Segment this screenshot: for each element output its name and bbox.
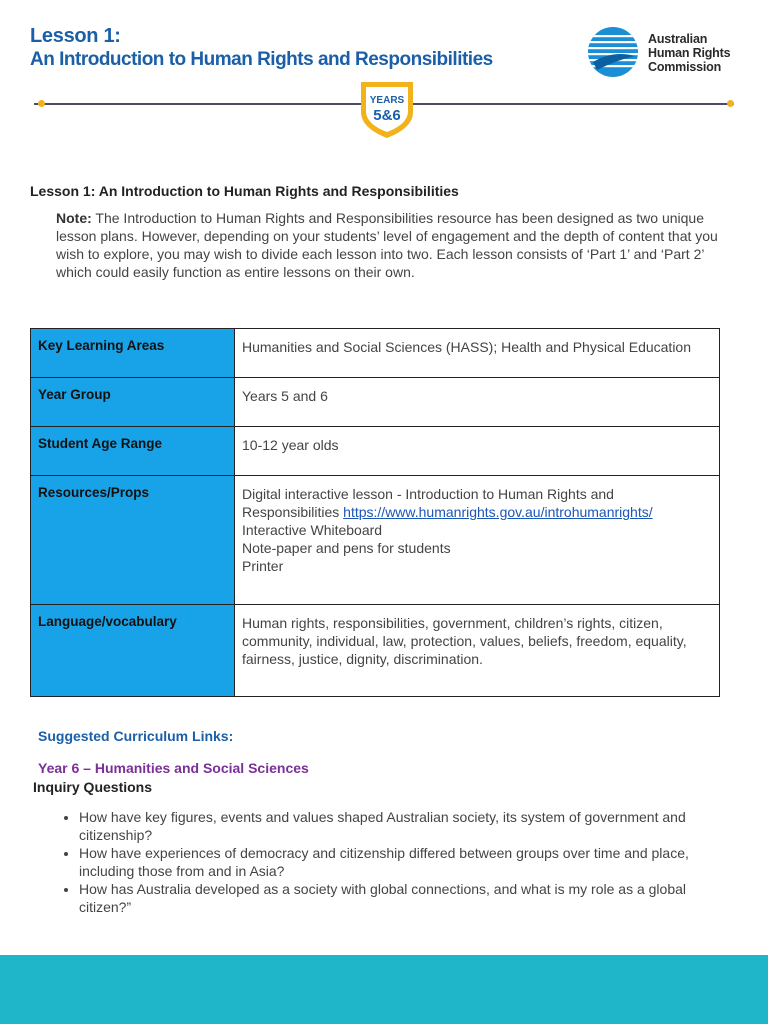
table-row — [31, 476, 720, 605]
lesson-title: An Introduction to Human Rights and Responsibilities — [30, 49, 493, 70]
list-item: • How has Australia developed as a society with global connections, and what is my role as a global citizen?” — [79, 880, 739, 916]
table-row — [31, 605, 720, 697]
page-header-title — [30, 24, 493, 72]
table-row — [31, 378, 720, 427]
table-value-cell: Human rights, responsibilities, government, children’s rights, citizen, community, individual, law, protection, values, beliefs, freedom, equality, fairness, justice, dignity, discrimination. — [235, 605, 720, 697]
divider-dot-left — [38, 100, 45, 107]
logo-wordmark: Australian Human Rights Commission — [648, 32, 731, 74]
years-badge — [356, 78, 418, 140]
year-subject-title: Year 6 – Humanities and Social Sciences — [38, 760, 309, 776]
ahrc-logo — [587, 26, 747, 82]
lesson-number: Lesson 1: — [30, 25, 121, 47]
list-item: • How have experiences of democracy and citizenship differed between groups over time and place, including those from and in Asia? — [79, 844, 739, 880]
table-value-cell: Humanities and Social Sciences (HASS); Health and Physical Education — [235, 329, 720, 378]
list-item: • How have key figures, events and values shaped Australian society, its system of government and citizenship? — [79, 808, 739, 844]
table-value-cell: Years 5 and 6 — [235, 378, 720, 427]
table-key-cell: Resources/Props — [31, 476, 235, 605]
curriculum-links-title: Suggested Curriculum Links: — [38, 728, 234, 744]
table-key-cell: Student Age Range — [31, 427, 235, 476]
divider-dot-right — [727, 100, 734, 107]
globe-icon — [587, 26, 639, 78]
table-key-cell: Year Group — [31, 378, 235, 427]
table-value-cell: 10-12 year olds — [235, 427, 720, 476]
inquiry-questions-list — [55, 808, 739, 916]
footer-band — [0, 955, 768, 1024]
lesson-info-table — [30, 328, 720, 697]
table-row — [31, 427, 720, 476]
table-key-cell: Language/vocabulary — [31, 605, 235, 697]
table-key-cell: Key Learning Areas — [31, 329, 235, 378]
inquiry-questions-title: Inquiry Questions — [33, 779, 153, 795]
note-label: Note: — [56, 210, 92, 226]
section-title: Lesson 1: An Introduction to Human Rights and Responsibilities — [30, 183, 459, 199]
note-text: The Introduction to Human Rights and Responsibilities resource has been designed as two unique lesson plans. However, depending on your students’ level of engagement and the depth of content that you wish to explore, you may wish to divide each lesson into two. Each lesson consists of ‘Part 1’ and ‘Part 2’ which could easily function as entire lessons on their own. — [56, 210, 718, 280]
note-paragraph — [56, 209, 726, 281]
table-value-cell: Digital interactive lesson - Introduction to Human Rights and Responsibilities https://www.humanrights.gov.au/introhumanrights/ Interactive Whiteboard Note-paper and pens for students Printer — [235, 476, 720, 605]
resource-link[interactable]: https://www.humanrights.gov.au/introhumanrights/ — [343, 504, 653, 520]
table-row — [31, 329, 720, 378]
badge-years-value: 5&6 — [373, 107, 401, 124]
badge-years-label: YEARS — [369, 95, 405, 106]
